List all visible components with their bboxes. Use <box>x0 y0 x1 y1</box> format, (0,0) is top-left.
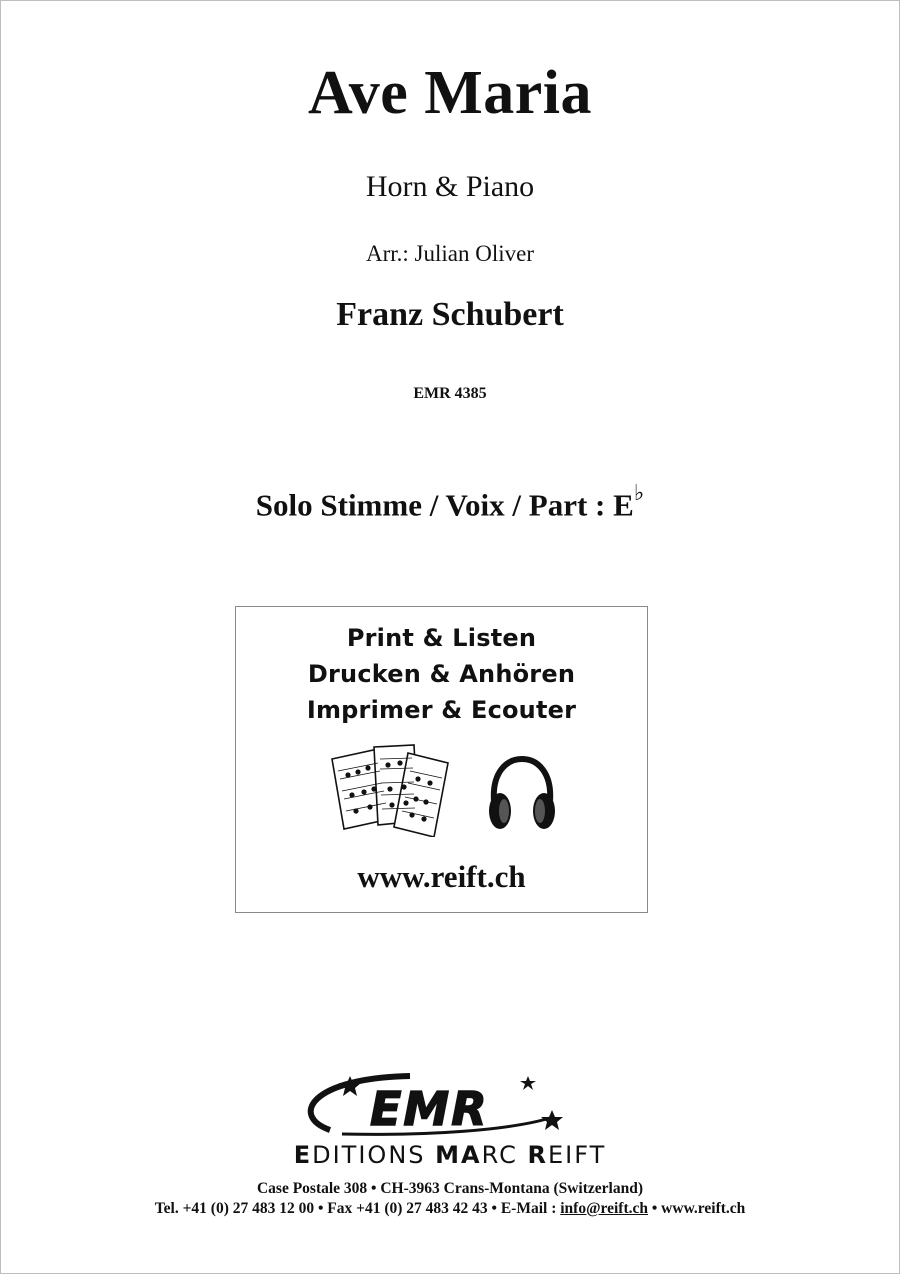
email-link[interactable]: info@reift.ch <box>560 1200 648 1217</box>
promo-line-english: Print & Listen <box>346 624 537 652</box>
part-text: Solo Stimme / Voix / Part : E <box>255 487 634 523</box>
publisher-address: Case Postale 308 • CH-3963 Crans-Montana (Switzerland) <box>256 1180 643 1197</box>
print-listen-box <box>235 606 648 913</box>
brand-rest-eift: EIFT <box>547 1141 607 1169</box>
brand-rest-rc: RC <box>481 1141 528 1169</box>
website-link[interactable]: www.reift.ch <box>357 859 526 894</box>
contact-website[interactable]: • www.reift.ch <box>648 1200 746 1217</box>
part-label <box>0 480 900 523</box>
svg-text:EMR: EMR <box>370 1082 489 1136</box>
headphones-icon <box>486 755 558 835</box>
instrumentation: Horn & Piano <box>365 170 535 203</box>
publisher-contact <box>0 1200 900 1218</box>
brand-initial-e: E <box>293 1141 313 1169</box>
brand-initial-ma: MA <box>435 1141 482 1169</box>
page-title: Ave Maria <box>308 59 592 127</box>
contact-phone-fax: Tel. +41 (0) 27 483 12 00 • Fax +41 (0) 27 483 42 43 • E-Mail : <box>154 1200 561 1217</box>
arranger: Arr.: Julian Oliver <box>366 241 534 266</box>
catalog-number: EMR 4385 <box>413 385 487 402</box>
brand-rest-ditions: DITIONS <box>312 1141 436 1169</box>
brand-initial-r: R <box>527 1141 548 1169</box>
promo-line-french: Imprimer & Ecouter <box>306 696 577 724</box>
composer: Franz Schubert <box>336 296 564 333</box>
sheet-music-icon <box>328 741 456 837</box>
publisher-name <box>0 1141 900 1169</box>
flat-symbol: ♭ <box>633 480 645 505</box>
emr-logo <box>290 1070 590 1142</box>
promo-line-german: Drucken & Anhören <box>307 660 576 688</box>
